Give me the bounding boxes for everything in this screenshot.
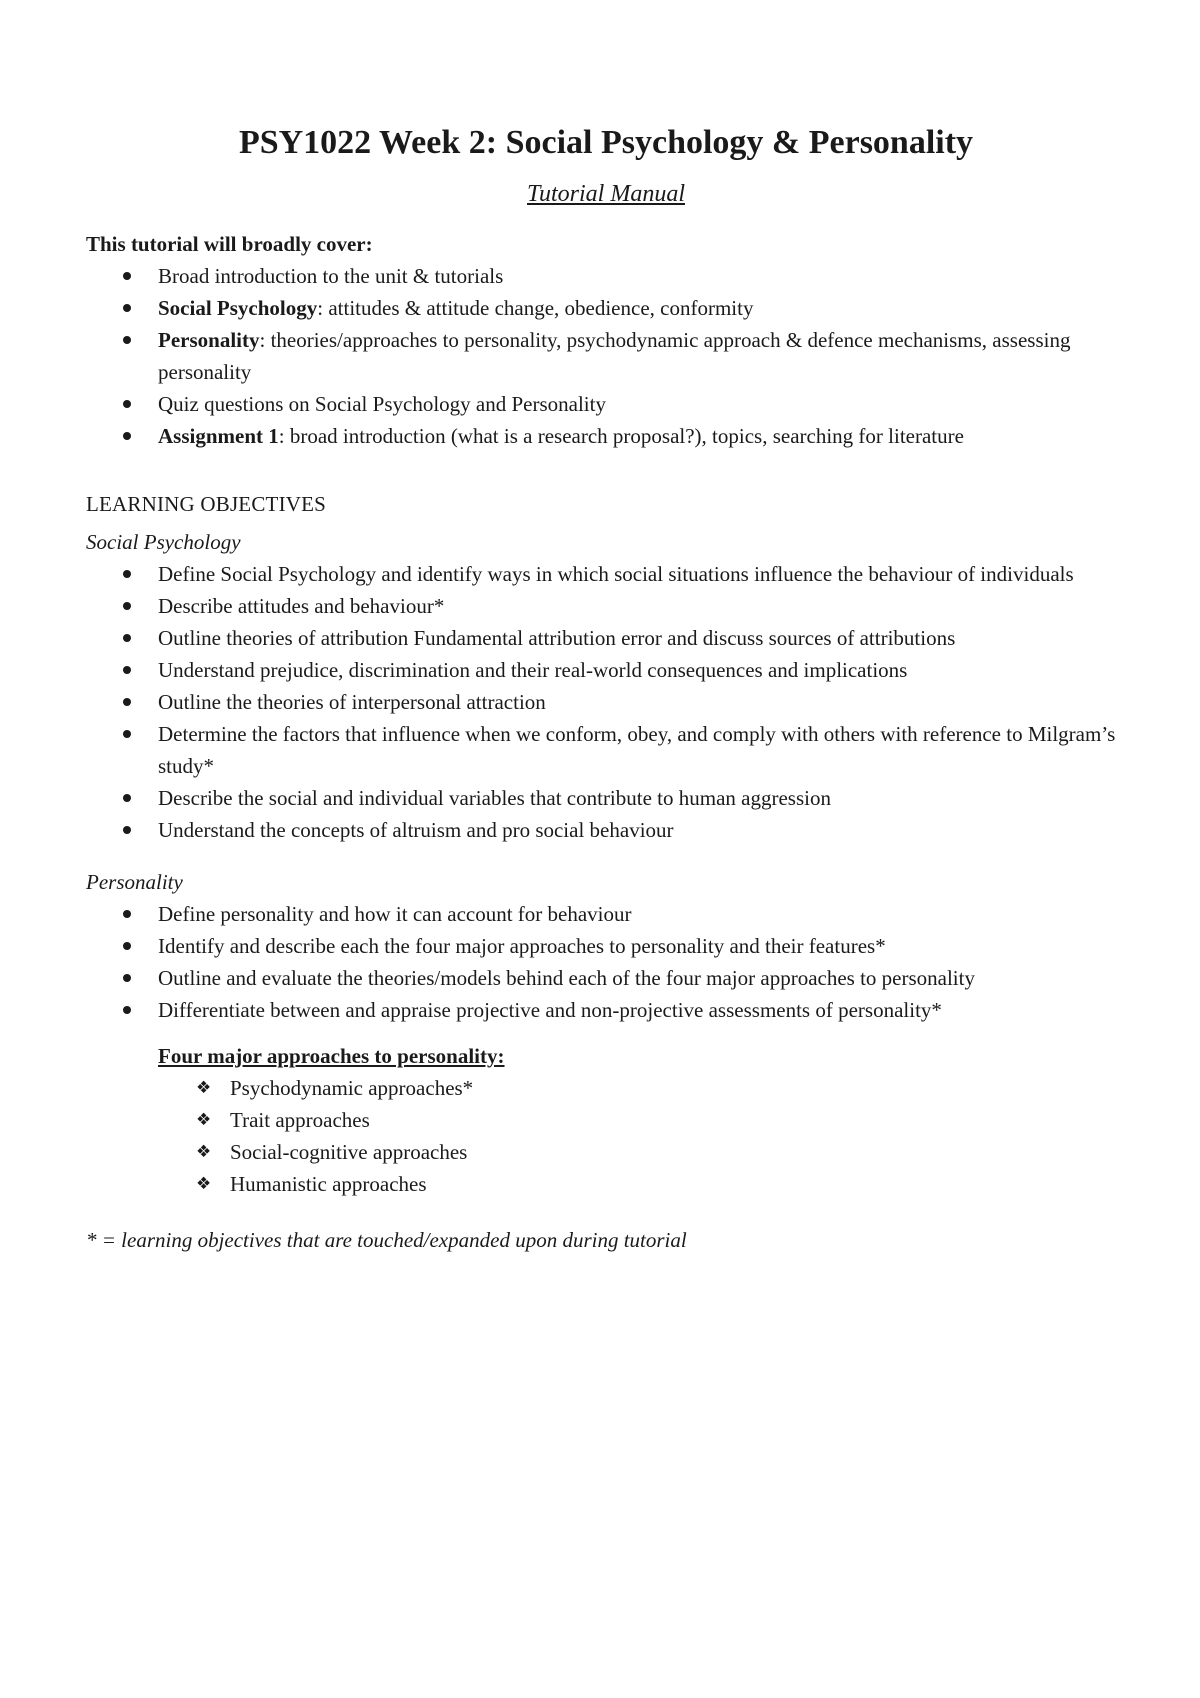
list-item <box>86 898 1126 930</box>
list-item <box>86 654 1126 686</box>
list-item <box>86 420 1126 452</box>
bullet-dot-icon <box>123 1006 131 1014</box>
list-item <box>86 930 1126 962</box>
list-item <box>86 292 1126 324</box>
list-item <box>86 782 1126 814</box>
list-item <box>86 718 1126 782</box>
item-text: Describe attitudes and behaviour* <box>158 594 445 618</box>
diamond-bullet-icon: ❖ <box>196 1078 212 1098</box>
bullet-dot-icon <box>123 432 131 440</box>
bullet-dot-icon <box>123 942 131 950</box>
item-text: : attitudes & attitude change, obedience, conformity <box>317 296 754 320</box>
item-bold-label: Personality <box>158 328 260 352</box>
social-objectives-list <box>86 558 1126 846</box>
item-text: Differentiate between and appraise projective and non-projective assessments of personality* <box>158 998 942 1022</box>
item-text: Define personality and how it can account for behaviour <box>158 902 632 926</box>
list-item <box>86 622 1126 654</box>
social-psychology-label: Social Psychology <box>86 530 241 554</box>
personality-label: Personality <box>86 870 183 894</box>
list-item <box>86 962 1126 994</box>
list-item <box>158 1168 1126 1200</box>
item-text: Outline theories of attribution Fundamental attribution error and discuss sources of attributions <box>158 626 956 650</box>
list-item <box>86 994 1126 1026</box>
bullet-dot-icon <box>123 826 131 834</box>
list-item <box>86 558 1126 590</box>
list-item <box>158 1104 1126 1136</box>
item-bold-label: Social Psychology <box>158 296 318 320</box>
item-text: Determine the factors that influence when we conform, obey, and comply with others with reference to Milgram’s study* <box>158 722 1116 778</box>
page-title: PSY1022 Week 2: Social Psychology & Personality <box>238 124 974 161</box>
list-item <box>158 1072 1126 1104</box>
item-text: : broad introduction (what is a research proposal?), topics, searching for literature <box>278 424 964 448</box>
bullet-dot-icon <box>123 272 131 280</box>
item-text: Humanistic approaches <box>230 1172 427 1196</box>
list-item <box>86 814 1126 846</box>
bullet-dot-icon <box>123 304 131 312</box>
list-item <box>86 686 1126 718</box>
learning-objectives-heading: LEARNING OBJECTIVES <box>86 492 327 516</box>
personality-objectives-list <box>86 898 1126 1026</box>
bullet-dot-icon <box>123 974 131 982</box>
bullet-dot-icon <box>123 666 131 674</box>
bullet-dot-icon <box>123 336 131 344</box>
item-text: Understand prejudice, discrimination and their real-world consequences and implications <box>158 658 908 682</box>
item-text: Quiz questions on Social Psychology and Personality <box>158 392 606 416</box>
intro-list <box>86 260 1126 452</box>
list-item <box>86 260 1126 292</box>
item-text: : theories/approaches to personality, psychodynamic approach & defence mechanisms, assessing personality <box>158 328 1071 384</box>
diamond-bullet-icon: ❖ <box>196 1174 212 1194</box>
item-bold-label: Assignment 1 <box>158 424 279 448</box>
item-text: Describe the social and individual variables that contribute to human aggression <box>158 786 831 810</box>
item-text: Psychodynamic approaches* <box>230 1076 474 1100</box>
item-text: Broad introduction to the unit & tutorials <box>158 264 504 288</box>
bullet-dot-icon <box>123 634 131 642</box>
intro-heading: This tutorial will broadly cover: <box>86 232 373 256</box>
bullet-dot-icon <box>123 730 131 738</box>
bullet-dot-icon <box>123 570 131 578</box>
list-item <box>86 590 1126 622</box>
bullet-dot-icon <box>123 400 131 408</box>
item-text: Define Social Psychology and identify ways in which social situations influence the behaviour of individuals <box>158 562 1074 586</box>
diamond-bullet-icon: ❖ <box>196 1142 212 1162</box>
approaches-heading: Four major approaches to personality: <box>158 1044 505 1068</box>
item-text: Trait approaches <box>230 1108 370 1132</box>
list-item <box>158 1136 1126 1168</box>
item-text: Social-cognitive approaches <box>230 1140 468 1164</box>
list-item <box>86 324 1126 388</box>
document-page <box>86 118 1126 1256</box>
footnote: * = learning objectives that are touched/expanded upon during tutorial <box>86 1228 687 1252</box>
item-text: Identify and describe each the four major approaches to personality and their features* <box>158 934 886 958</box>
approaches-block <box>158 1040 1126 1200</box>
bullet-dot-icon <box>123 698 131 706</box>
approaches-list <box>158 1072 1126 1200</box>
bullet-dot-icon <box>123 794 131 802</box>
page-subtitle: Tutorial Manual <box>526 181 686 207</box>
bullet-dot-icon <box>123 602 131 610</box>
item-text: Outline the theories of interpersonal attraction <box>158 690 546 714</box>
item-text: Understand the concepts of altruism and pro social behaviour <box>158 818 674 842</box>
bullet-dot-icon <box>123 910 131 918</box>
list-item <box>86 388 1126 420</box>
item-text: Outline and evaluate the theories/models behind each of the four major approaches to personality <box>158 966 975 990</box>
diamond-bullet-icon: ❖ <box>196 1110 212 1130</box>
